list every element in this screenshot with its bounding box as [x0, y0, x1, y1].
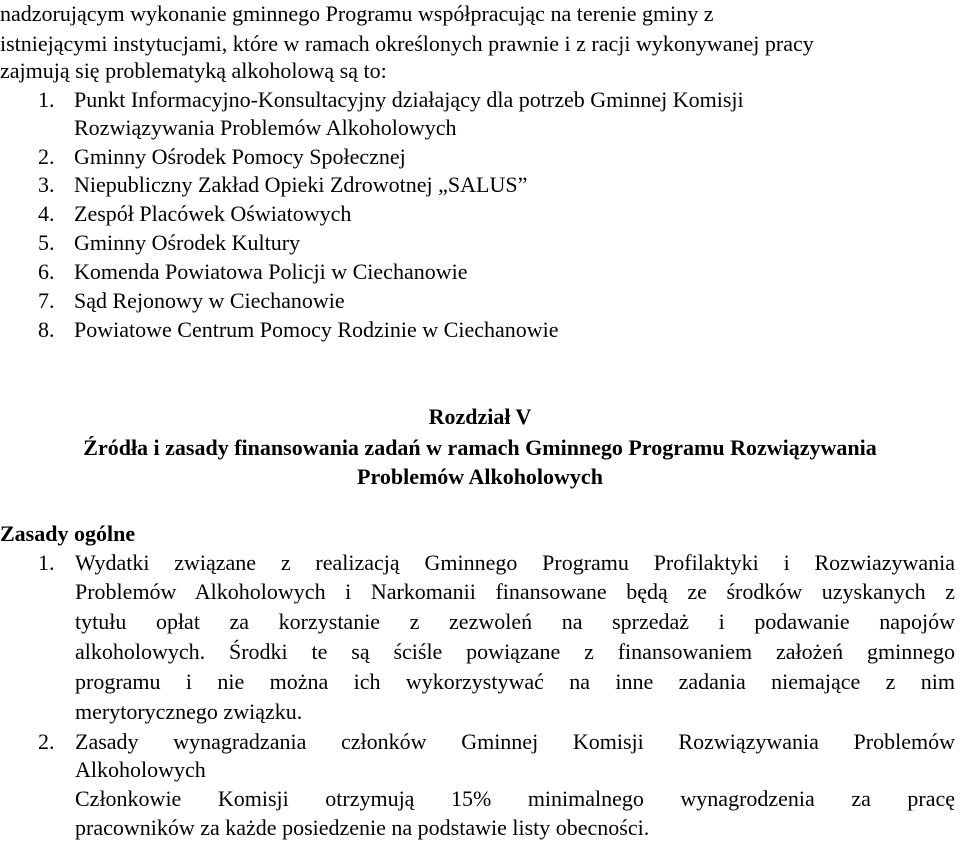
- chapter-title: Rozdział V: [428, 404, 532, 429]
- chapter-subtitle-line-2: Problemów Alkoholowych: [357, 464, 603, 489]
- item-2-number: 2.: [38, 729, 55, 754]
- list-item-continuation: Rozwiązywania Problemów Alkoholowych: [74, 115, 457, 140]
- intro-line-3: zajmują się problematyką alkoholową są to:: [0, 58, 387, 83]
- list-item-text: Sąd Rejonowy w Ciechanowie: [74, 288, 345, 313]
- list-item-text: Zespół Placówek Oświatowych: [74, 201, 352, 226]
- item-1-line-4: alkoholowych. Środki te są ściśle powiązane z finansowaniem założeń gminnego: [75, 639, 955, 664]
- section-heading: Zasady ogólne: [0, 521, 136, 546]
- list-item-text: Punkt Informacyjno-Konsultacyjny działający dla potrzeb Gminnej Komisji: [74, 87, 744, 112]
- list-item-number: 4.: [38, 201, 55, 226]
- list-item: [38, 143, 406, 171]
- list-item-number: 2.: [38, 144, 55, 169]
- list-item-text: Niepubliczny Zakład Opieki Zdrowotnej „SALUS”: [74, 172, 528, 197]
- list-item: [38, 258, 467, 286]
- list-item-number: 5.: [38, 230, 55, 255]
- list-item-number: 3.: [38, 172, 55, 197]
- list-item: [38, 229, 300, 257]
- intro-line-2: istniejącymi instytucjami, które w ramach określonych prawnie i z racji wykonywanej pracy: [0, 31, 814, 56]
- list-item: [38, 287, 345, 315]
- item-1-line-1: Wydatki związane z realizacją Gminnego Programu Profilaktyki i Rozwiazywania: [75, 550, 955, 575]
- list-item-text: Gminny Ośrodek Kultury: [74, 230, 301, 255]
- list-item: [38, 200, 351, 228]
- list-item: [38, 316, 559, 344]
- item-2-line-1: Zasady wynagradzania członków Gminnej Komisji Rozwiązywania Problemów: [75, 729, 955, 754]
- list-item-number: 1.: [38, 87, 55, 112]
- list-item-number: 7.: [38, 288, 55, 313]
- item-2-line-2: Alkoholowych: [75, 757, 206, 782]
- item-1-line-5: programu i nie można ich wykorzystywać na inne zadania niemające z nim: [75, 669, 955, 694]
- item-2-line-3: Członkowie Komisji otrzymują 15% minimalnego wynagrodzenia za pracę: [75, 786, 955, 811]
- intro-line-1: nadzorującym wykonanie gminnego Programu współpracując na terenie gminy z: [0, 1, 714, 26]
- list-item-text: Powiatowe Centrum Pomocy Rodzinie w Ciechanowie: [74, 317, 559, 342]
- list-item-text: Komenda Powiatowa Policji w Ciechanowie: [74, 259, 468, 284]
- item-1-last-line: merytorycznego związku.: [75, 699, 303, 724]
- list-item-number: 8.: [38, 317, 55, 342]
- item-1-line-2: Problemów Alkoholowych i Narkomanii finansowane będą ze środków uzyskanych z: [75, 579, 955, 604]
- list-item: [38, 86, 744, 114]
- list-item-text: Gminny Ośrodek Pomocy Społecznej: [74, 144, 406, 169]
- item-1-line-3: tytułu opłat za korzystanie z zezwoleń na sprzedaż i podawanie napojów: [75, 609, 955, 634]
- list-item: [38, 171, 527, 199]
- chapter-subtitle-line-1: Źródła i zasady finansowania zadań w ramach Gminnego Programu Rozwiązywania: [83, 435, 877, 460]
- item-2-line-4: pracowników za każde posiedzenie na podstawie listy obecności.: [75, 815, 650, 840]
- item-1-number: 1.: [38, 550, 55, 575]
- list-item-number: 6.: [38, 259, 55, 284]
